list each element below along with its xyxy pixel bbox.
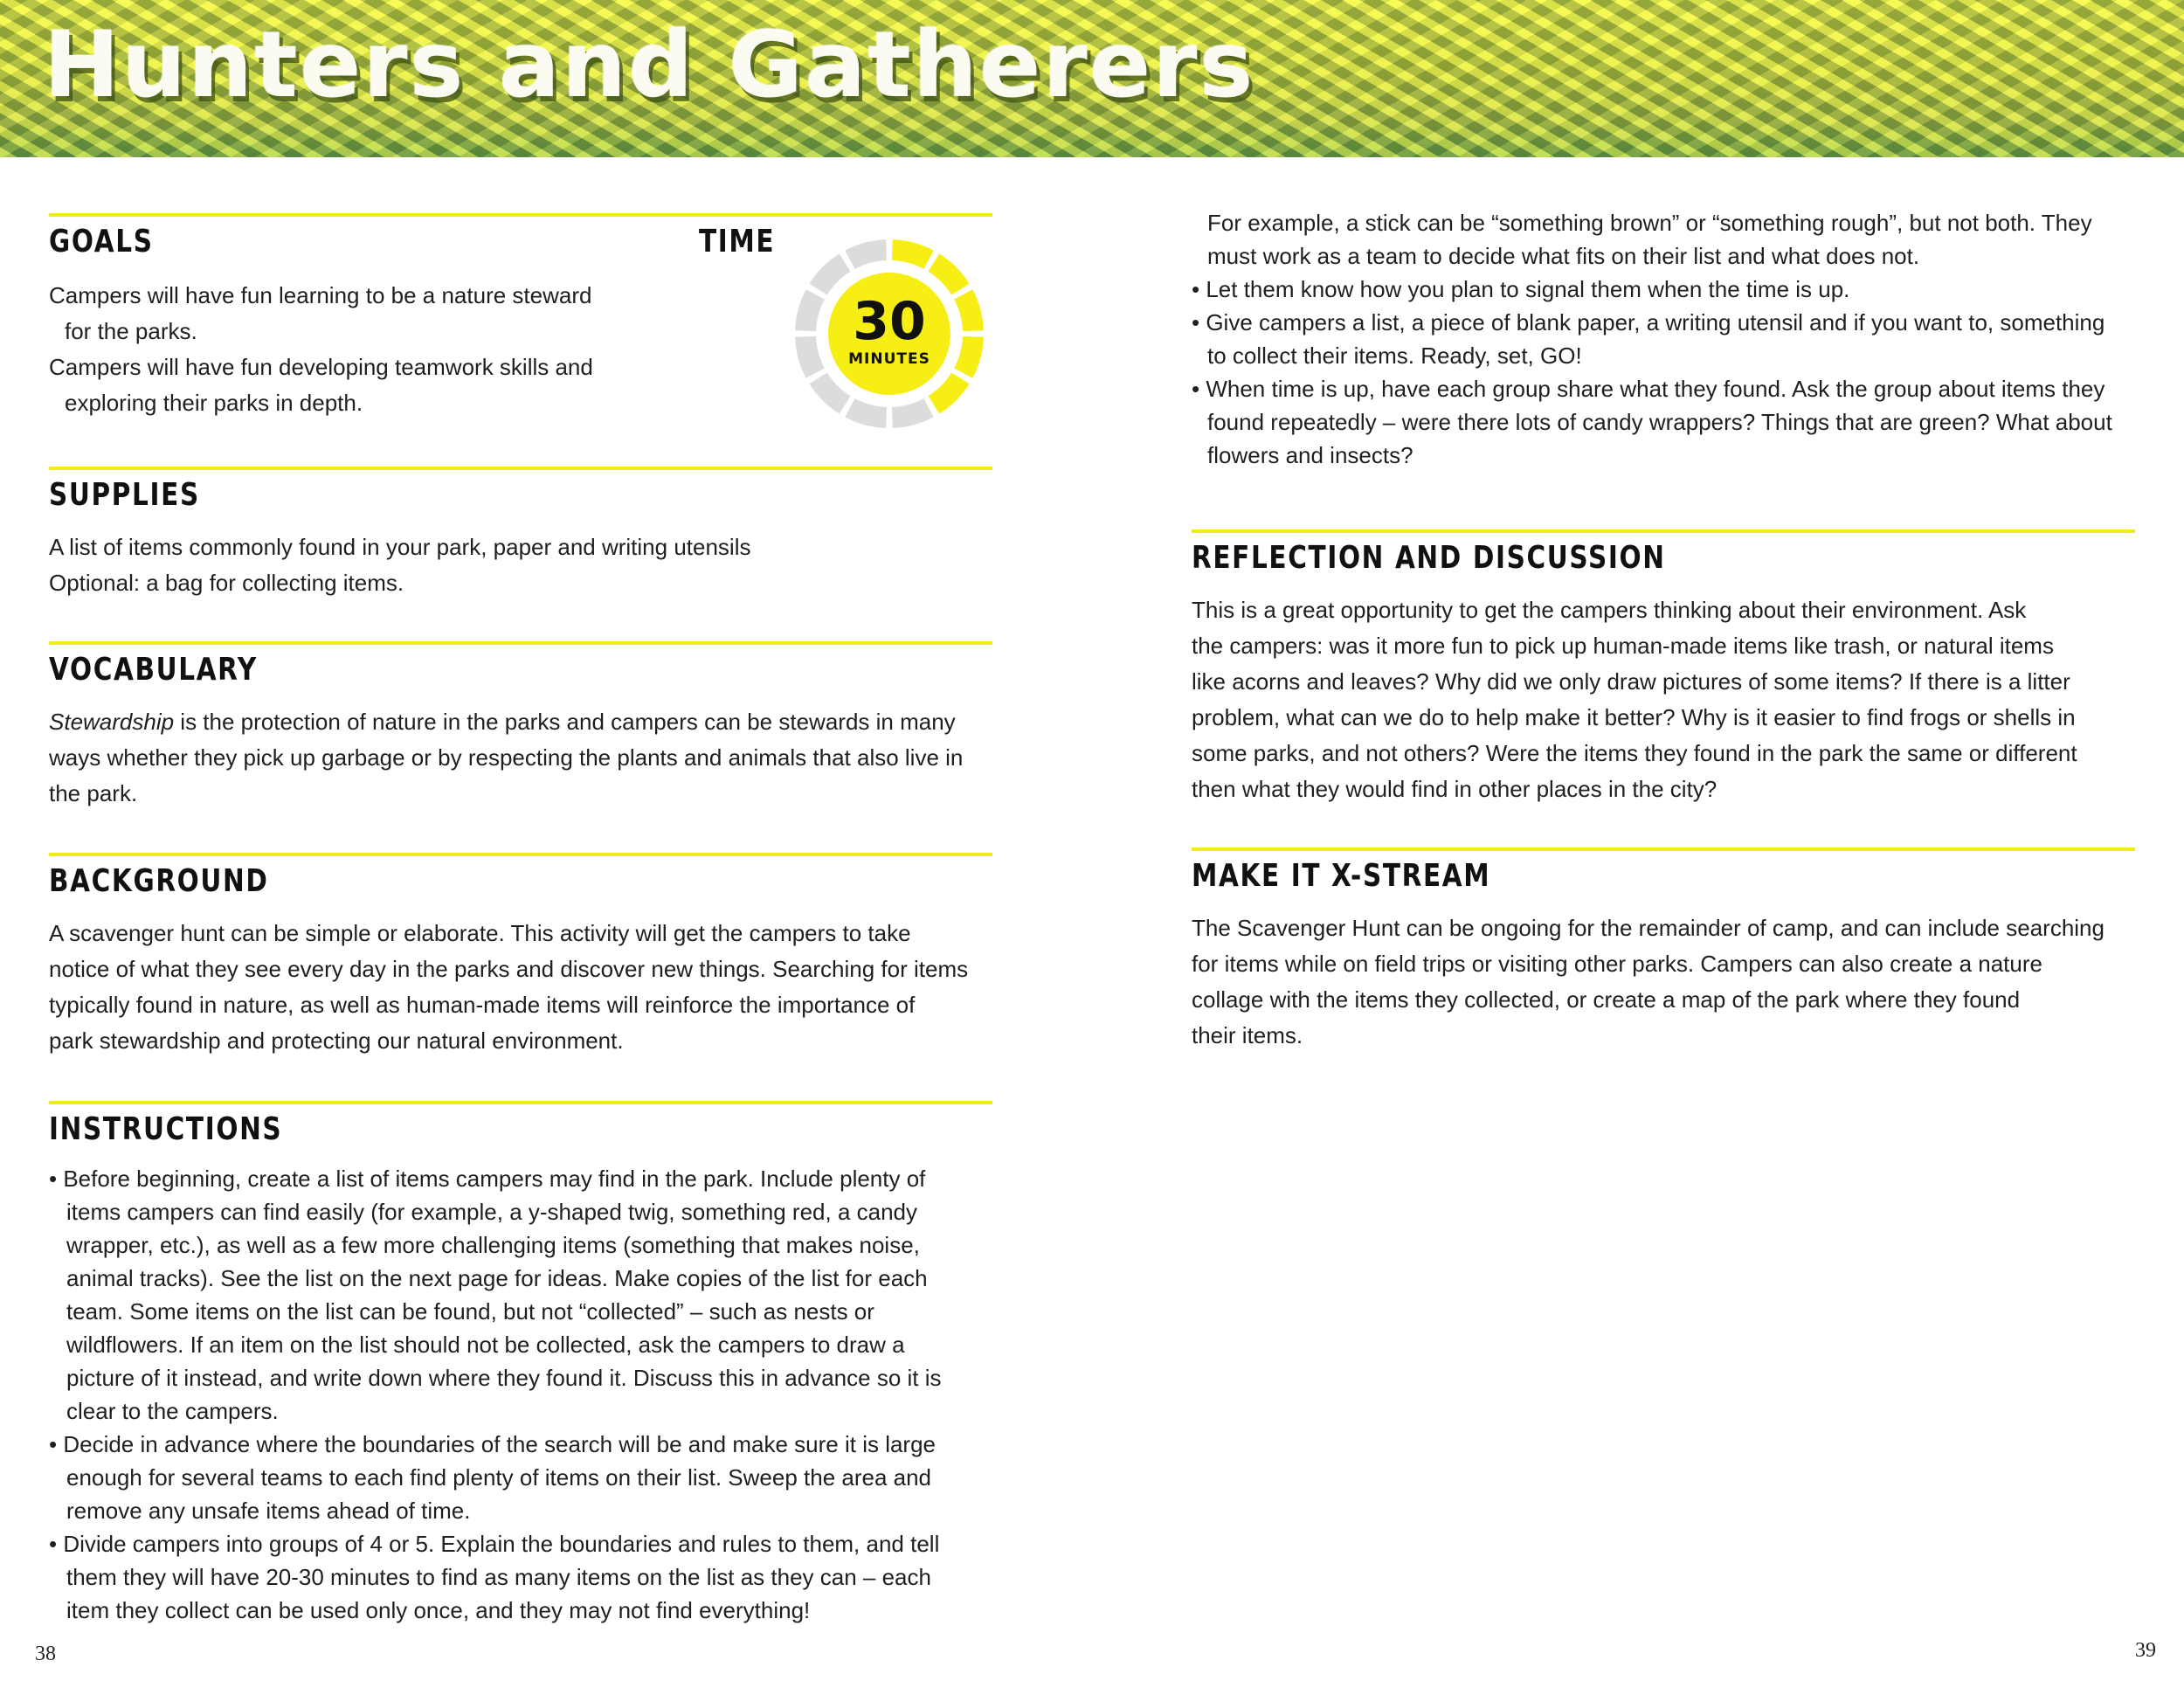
timer-segment-empty xyxy=(809,253,850,294)
xstream-heading: MAKE IT X-STREAM xyxy=(1192,858,1491,894)
background-text xyxy=(49,916,992,1059)
timer-value: 30 xyxy=(853,291,926,352)
timer-segment-filled xyxy=(954,289,984,331)
background-section-rule xyxy=(49,853,992,856)
instruction-line: For example, a stick can be “something brown” or “something rough”, but not both. They xyxy=(1207,210,2092,236)
vocabulary-definition: is the protection of nature in the parks and campers can be stewards in many xyxy=(174,709,956,735)
instruction-line: • When time is up, have each group share what they found. Ask the group about items they xyxy=(1192,376,2105,402)
background-heading: BACKGROUND xyxy=(49,863,269,899)
page-title: Hunters and Gatherers xyxy=(44,11,1255,118)
instructions-continued-list xyxy=(1192,206,2144,472)
vocabulary-line xyxy=(49,704,992,740)
instruction-line: animal tracks). See the list on the next page for ideas. Make copies of the list for each xyxy=(66,1265,928,1291)
instruction-line: • Let them know how you plan to signal them when the time is up. xyxy=(1192,276,1850,302)
xstream-text xyxy=(1192,910,2144,1054)
supplies-text xyxy=(49,529,992,601)
xstream-line: for items while on field trips or visiting other parks. Campers can also create a nature xyxy=(1192,951,2042,977)
instruction-line: picture of it instead, and write down where they found it. Discuss this in advance so it is xyxy=(66,1365,942,1391)
instruction-line: them they will have 20-30 minutes to find as many items on the list as they can – each xyxy=(66,1564,931,1590)
reflection-line: problem, what can we do to help make it better? Why is it easier to find frogs or shells in xyxy=(1192,704,2076,730)
goals-heading: GOALS xyxy=(49,224,154,259)
timer-segment-empty xyxy=(795,289,825,331)
reflection-heading: REFLECTION AND DISCUSSION xyxy=(1192,540,1666,576)
instruction-line: items campers can find easily (for example, a y-shaped twig, something red, a candy xyxy=(66,1199,918,1225)
reflection-text xyxy=(1192,592,2144,807)
background-line: park stewardship and protecting our natural environment. xyxy=(49,1027,624,1054)
timer-unit: MINUTES xyxy=(848,350,930,368)
instruction-line: item they collect can be used only once, and they may not find everything! xyxy=(66,1597,811,1623)
instruction-line: • Give campers a list, a piece of blank paper, a writing utensil and if you want to, something xyxy=(1192,309,2105,336)
timer-segment-empty xyxy=(809,373,850,414)
instructions-section-rule xyxy=(49,1101,992,1104)
goals-line: exploring their parks in depth. xyxy=(65,390,363,416)
timer-segment-empty xyxy=(845,398,887,428)
instruction-line: clear to the campers. xyxy=(66,1398,279,1424)
timer-segment-empty xyxy=(845,239,887,269)
background-line: notice of what they see every day in the parks and discover new things. Searching for items xyxy=(49,956,969,982)
timer-segment-empty xyxy=(795,336,825,378)
instruction-line: must work as a team to decide what fits on their list and what does not. xyxy=(1207,243,1920,269)
vocabulary-text xyxy=(49,704,992,812)
instruction-line: found repeatedly – were there lots of candy wrappers? Things that are green? What about xyxy=(1207,409,2112,435)
reflection-line: like acorns and leaves? Why did we only draw pictures of some items? If there is a litter xyxy=(1192,668,2070,695)
vocabulary-section-rule xyxy=(49,641,992,645)
time-heading: TIME xyxy=(699,224,776,259)
goals-line: for the parks. xyxy=(65,318,197,344)
vocabulary-line: the park. xyxy=(49,780,138,806)
header-banner xyxy=(0,0,2184,157)
reflection-line: the campers: was it more fun to pick up human-made items like trash, or natural items xyxy=(1192,633,2054,659)
goals-line: Campers will have fun developing teamwork skills and xyxy=(49,354,593,380)
page-number-left: 38 xyxy=(35,1643,56,1665)
timer-graphic xyxy=(793,238,985,430)
xstream-line: their items. xyxy=(1192,1022,1303,1048)
xstream-line: The Scavenger Hunt can be ongoing for the remainder of camp, and can include searching xyxy=(1192,915,2105,941)
reflection-section-rule xyxy=(1192,529,2135,533)
instruction-line: • Before beginning, create a list of items campers may find in the park. Include plenty of xyxy=(49,1166,926,1192)
background-line: A scavenger hunt can be simple or elaborate. This activity will get the campers to take xyxy=(49,920,911,946)
xstream-line: collage with the items they collected, or create a map of the park where they found xyxy=(1192,986,2021,1013)
timer-segment-empty xyxy=(892,398,934,428)
goals-text xyxy=(49,278,660,421)
xstream-section-rule xyxy=(1192,847,2135,851)
timer-segment-filled xyxy=(929,253,970,294)
instructions-heading: INSTRUCTIONS xyxy=(49,1111,283,1147)
reflection-line: then what they would find in other places in the city? xyxy=(1192,776,1717,802)
instruction-line: wildflowers. If an item on the list should not be collected, ask the campers to draw a xyxy=(66,1332,905,1358)
background-line: typically found in nature, as well as human-made items will reinforce the importance of xyxy=(49,992,916,1018)
instruction-line: to collect their items. Ready, set, GO! xyxy=(1207,342,1582,369)
instruction-line: • Divide campers into groups of 4 or 5. Explain the boundaries and rules to them, and tell xyxy=(49,1531,940,1557)
page-number-right: 39 xyxy=(2135,1639,2156,1662)
vocabulary-heading: VOCABULARY xyxy=(49,652,258,688)
timer-segment-filled xyxy=(892,239,934,269)
supplies-heading: SUPPLIES xyxy=(49,477,200,513)
timer-segment-filled xyxy=(929,373,970,414)
instruction-line: enough for several teams to each find plenty of items on their list. Sweep the area and xyxy=(66,1464,932,1491)
instructions-list xyxy=(49,1162,992,1627)
supplies-line: Optional: a bag for collecting items. xyxy=(49,570,404,596)
goals-section-rule xyxy=(49,213,992,217)
instruction-line: flowers and insects? xyxy=(1207,442,1413,468)
supplies-section-rule xyxy=(49,467,992,470)
instruction-line: team. Some items on the list can be found, but not “collected” – such as nests or xyxy=(66,1298,874,1325)
instruction-line: remove any unsafe items ahead of time. xyxy=(66,1498,471,1524)
vocabulary-line: ways whether they pick up garbage or by respecting the plants and animals that also live in xyxy=(49,744,964,771)
goals-line: Campers will have fun learning to be a nature steward xyxy=(49,282,592,308)
instruction-line: wrapper, etc.), as well as a few more challenging items (something that makes noise, xyxy=(66,1232,920,1258)
reflection-line: This is a great opportunity to get the campers thinking about their environment. Ask xyxy=(1192,597,2027,623)
supplies-line: A list of items commonly found in your park, paper and writing utensils xyxy=(49,534,751,560)
timer-segment-filled xyxy=(954,336,984,378)
instruction-line: • Decide in advance where the boundaries of the search will be and make sure it is large xyxy=(49,1431,936,1457)
vocabulary-term: Stewardship xyxy=(49,709,175,735)
reflection-line: some parks, and not others? Were the items they found in the park the same or different xyxy=(1192,740,2077,766)
